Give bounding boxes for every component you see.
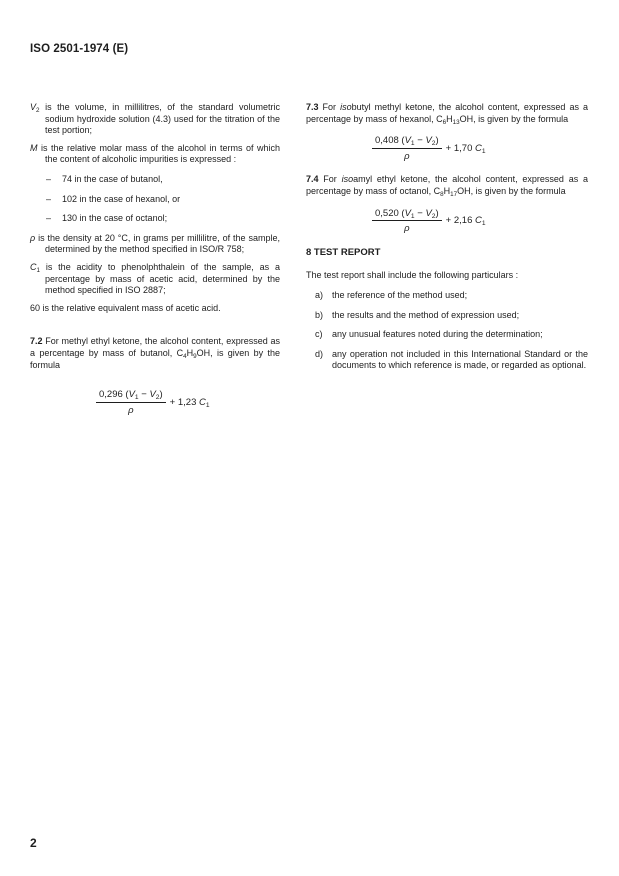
m-text: is the relative molar mass of the alcohol in terms of which the content of alcoholic impurities is expressed :: [37, 142, 280, 165]
subscript: 13: [452, 118, 460, 126]
formula-tail: + 1,70 $C_1$: [445, 142, 486, 155]
sixty-symbol: 60: [30, 302, 41, 313]
definition-v2: [30, 102, 280, 137]
section-text: OH, is given by the formula: [30, 347, 280, 370]
section-text: For methyl ethyl ketone, the alcohol content, expressed as a percentage by mass of butanol, C: [30, 336, 280, 358]
section-7-2: [30, 336, 280, 371]
subscript: 17: [450, 190, 458, 198]
sixty-text: is the relative equivalent mass of acetic acid.: [40, 302, 221, 313]
subscript: 4: [183, 352, 187, 360]
right-column: [306, 102, 588, 372]
section-text: For: [318, 102, 341, 112]
section-text: butyl methyl ketone, the alcohol content, expressed as a percentage by mass of hexanol, C: [306, 102, 588, 124]
section-number: 7.2: [30, 336, 43, 347]
fraction: [372, 135, 442, 162]
v2-symbol: V: [30, 102, 37, 112]
item-text: the results and the method of expression used;: [332, 309, 520, 320]
section-number: 7.4: [306, 174, 319, 185]
list-item: [306, 329, 588, 341]
list-item: [306, 290, 588, 302]
section-text: H: [446, 113, 453, 124]
section-text: OH, is given by the formula: [457, 185, 566, 196]
section-7-4: [306, 174, 588, 197]
item-mark: a): [315, 289, 324, 300]
numerator: 0,408 $(V_1 - V_2)$: [372, 135, 442, 149]
item-text: any operation not included in this International Standard or the documents to which reference is made, or regarded as optional.: [332, 348, 588, 371]
section-text: H: [443, 185, 451, 196]
item-text: any unusual features noted during the determination;: [332, 329, 543, 340]
section-8-heading: 8 TEST REPORT: [306, 246, 381, 258]
c1-text: is the acidity to phenolphthalein of the sample, as a percentage by mass of acetic acid, determined by the method specified in ISO 2887;: [40, 261, 280, 296]
section-number: 7.3: [306, 102, 319, 112]
formula-7-3: [306, 135, 588, 162]
definition-rho: [30, 233, 280, 256]
item-mark: c): [315, 329, 323, 340]
subscript: 8: [440, 190, 444, 198]
section-text: amyl ethyl ketone, the alcohol content, expressed as a percentage by mass of octanol, C: [306, 174, 588, 196]
list-item: [30, 174, 280, 186]
dash-mark: –: [46, 213, 52, 224]
definition-60: [30, 303, 280, 315]
denominator: ρ: [404, 150, 410, 162]
dash-mark: –: [46, 193, 52, 204]
item-text: the reference of the method used;: [332, 289, 468, 300]
numerator: 0,296 $(V_1 - V_2)$: [96, 389, 166, 403]
section-text: For: [318, 174, 342, 185]
m-symbol: M: [30, 142, 38, 153]
list-item: [306, 349, 588, 372]
item-mark: b): [315, 309, 324, 320]
section-text: OH, is given by the formula: [459, 113, 569, 124]
list-item: [306, 310, 588, 322]
dash-mark: –: [46, 173, 52, 184]
left-column: [30, 102, 280, 424]
denominator: ρ: [404, 223, 410, 235]
denominator: ρ: [128, 404, 134, 416]
page-number: 2: [30, 836, 37, 850]
dash-item-hexanol: 102 in the case of hexanol, or: [62, 193, 181, 204]
definition-m: [30, 143, 280, 166]
formula-tail: + 1,23 $C_1$: [169, 396, 210, 409]
italic-prefix: iso: [341, 174, 354, 185]
dash-item-butanol: 74 in the case of butanol,: [62, 173, 163, 184]
v2-subscript: 2: [36, 107, 40, 114]
formula-7-4: [306, 208, 588, 235]
c1-symbol: C: [30, 261, 37, 272]
italic-prefix: iso: [340, 102, 352, 112]
formula-7-2: [30, 389, 280, 416]
subscript: 6: [442, 118, 447, 126]
dash-item-octanol: 130 in the case of octanol;: [62, 213, 168, 224]
definition-c1: [30, 262, 280, 297]
v2-text: is the volume, in millilitres, of the standard volumetric sodium hydroxide solution (4.3) used for the titration of the test portion;: [39, 102, 280, 136]
list-item: [30, 194, 280, 206]
c1-subscript: 1: [36, 266, 41, 274]
section-text: H: [186, 347, 194, 358]
fraction: [96, 389, 166, 416]
subscript: 9: [193, 352, 197, 360]
section-7-3: [306, 102, 588, 125]
numerator: 0,520 $(V_1 - V_2)$: [372, 208, 442, 222]
document-header: ISO 2501-1974 (E): [30, 43, 129, 55]
formula-tail: + 2,16 $C_1$: [445, 215, 486, 228]
fraction: [372, 208, 442, 235]
rho-text: is the density at 20 °C, in grams per millilitre, of the sample, determined by the method specified in ISO/R 758;: [35, 232, 280, 255]
list-item: [30, 213, 280, 225]
item-mark: d): [315, 348, 324, 359]
section-8-intro: The test report shall include the following particulars :: [306, 270, 519, 281]
rho-symbol: ρ: [30, 232, 36, 243]
